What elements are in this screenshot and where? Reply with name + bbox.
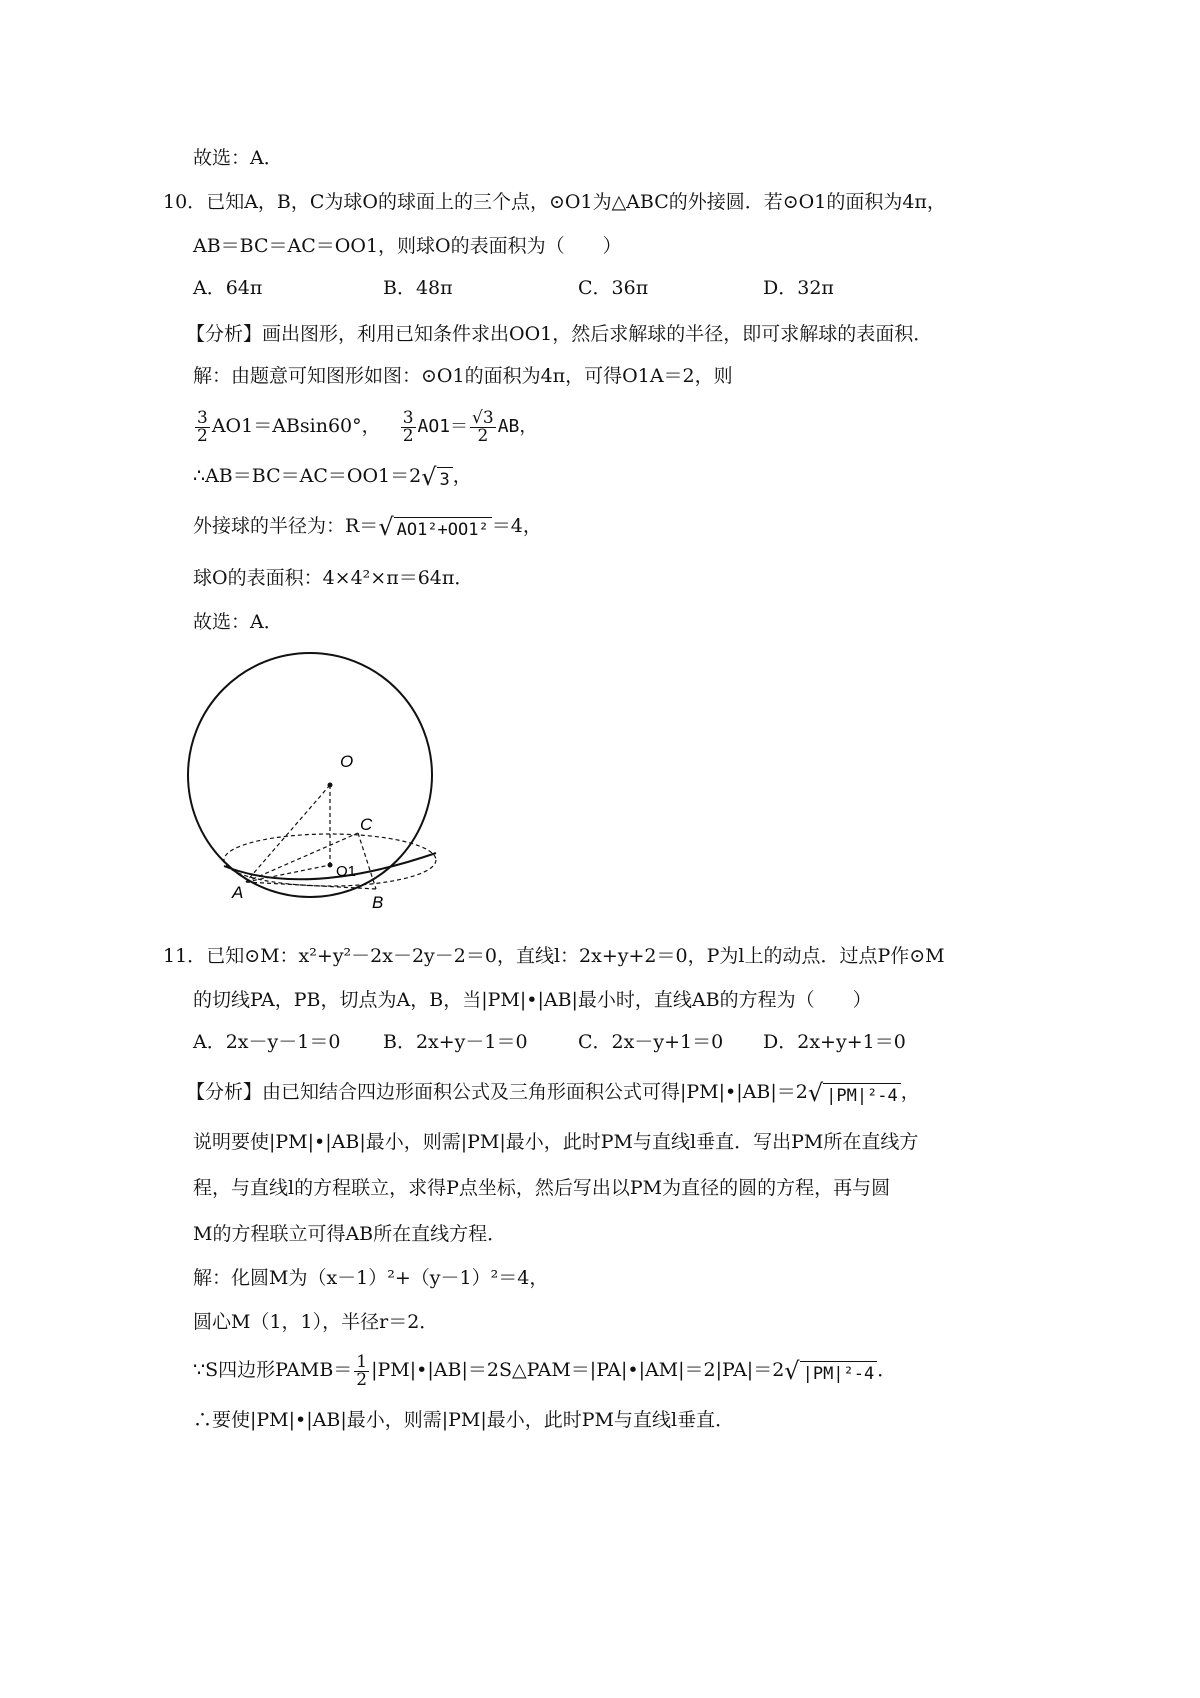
eq1b-right-denominator: 2 [477, 425, 489, 446]
q11-stem-line1 [163, 944, 945, 968]
q11-stem-text1: 已知⊙M：x²+y²－2x－2y－2＝0，直线l：2x+y+2＝0，P为l上的动点．过点P作⊙M [206, 945, 945, 967]
eq2-radical [421, 465, 453, 489]
because-prefix: ∵S四边形PAMB＝ [193, 1359, 353, 1381]
because-fraction [354, 1351, 369, 1390]
radius-prefix: 外接球的半径为：R＝ [193, 515, 379, 537]
radius-suffix: ＝4， [491, 515, 542, 537]
q10-solution-intro: 解：由题意可知图形如图：⊙O1的面积为4π，可得O1A＝2，则 [193, 365, 733, 387]
q11-option-b: B．2x+y－1＝0 [383, 1031, 528, 1053]
q10-option-d: D．32π [763, 277, 834, 299]
q11-analysis-line4: M的方程联立可得AB所在直线方程． [193, 1223, 507, 1245]
sqrt-icon: √ [784, 1357, 800, 1385]
q11-analysis-line3: 程，与直线l的方程联立，求得P点坐标，然后写出以PM为直径的圆的方程，再与圆 [193, 1177, 891, 1199]
q10-analysis: 【分析】画出图形，利用已知条件求出OO1，然后求解球的半径，即可求解球的表面积． [186, 323, 933, 345]
q11-stem-line2: 的切线PA，PB，切点为A，B，当|PM|•|AB|最小时，直线AB的方程为（ ） [193, 989, 872, 1011]
q10-equation1 [193, 404, 537, 449]
because-radicand: |PM|²-4 [800, 1361, 878, 1384]
because-denominator: 2 [356, 1369, 368, 1390]
q11-number: 11． [163, 945, 207, 967]
eq1b-numerator: 3 [402, 407, 414, 428]
q11-option-c: C．2x－y+1＝0 [578, 1031, 724, 1053]
point-o1 [328, 863, 333, 868]
eq1-denominator: 2 [197, 425, 208, 446]
q10-option-b: B．48π [383, 277, 453, 299]
eq1-rest: AO1＝ABsin60°， [211, 415, 381, 437]
radius-radical [378, 515, 491, 539]
eq1b-right-numerator: √3 [472, 407, 494, 428]
q10-equation2 [193, 464, 472, 489]
segment-c-b [358, 833, 376, 889]
analysis-radicand: |PM|²-4 [823, 1083, 901, 1106]
q9-answer-line: 故选：A． [193, 147, 283, 169]
q11-analysis-line2: 说明要使|PM|•|AB|最小，则需|PM|最小，此时PM与直线l垂直．写出PM所在直线方 [193, 1131, 919, 1153]
q10-radius-line [193, 514, 542, 539]
because-numerator: 1 [356, 1351, 368, 1372]
q10-stem-text1: 已知A，B，C为球O的球面上的三个点，⊙O1为△ABC的外接圆．若⊙O1的面积为4π， [206, 191, 946, 213]
q11-option-d: D．2x+y+1＝0 [763, 1031, 906, 1053]
eq2-suffix: ， [452, 465, 472, 487]
q10-number: 10． [163, 191, 207, 213]
because-radical [784, 1359, 877, 1383]
because-middle: |PM|•|AB|＝2S△PAM＝|PA|•|AM|＝2|PA|＝2 [371, 1359, 785, 1381]
radius-radicand: AO1²+OO1² [394, 517, 492, 540]
q11-analysis-line1 [186, 1080, 920, 1105]
label-o: O [340, 752, 354, 771]
eq1b-denominator: 2 [402, 425, 414, 446]
q11-conclusion: ∴要使|PM|•|AB|最小，则需|PM|最小，此时PM与直线l垂直． [193, 1409, 735, 1431]
label-a: A [232, 883, 244, 902]
eq2-prefix: ∴AB＝BC＝AC＝OO1＝2 [193, 465, 422, 487]
sqrt-icon: √ [807, 1079, 824, 1107]
label-b: B [372, 893, 384, 912]
eq1b-fraction [401, 407, 416, 446]
point-o [328, 783, 333, 788]
sqrt-icon: √ [378, 513, 394, 541]
q10-answer-line: 故选：A． [193, 611, 283, 633]
q10-stem-line1 [163, 190, 946, 214]
eq1b-tail: AB， [497, 416, 538, 437]
sphere-figure [180, 650, 460, 920]
label-o1: O1 [336, 863, 357, 880]
eq1-fraction [195, 407, 210, 446]
q11-solution-line1: 解：化圆M为（x－1）²+（y－1）²＝4， [193, 1267, 549, 1289]
eq1b-right-fraction [470, 407, 496, 446]
eq2-radicand: 3 [437, 467, 453, 490]
q11-solution-line2: 圆心M（1，1），半径r＝2． [193, 1311, 439, 1333]
q11-because-line [193, 1348, 896, 1392]
because-suffix: ． [877, 1359, 897, 1381]
label-c: C [360, 815, 373, 834]
analysis-suffix: ， [900, 1081, 920, 1103]
sqrt-icon: √ [421, 463, 437, 491]
q10-stem-line2: AB＝BC＝AC＝OO1，则球O的表面积为（ ） [193, 235, 622, 257]
q10-option-c: C．36π [578, 277, 649, 299]
eq1-numerator: 3 [197, 407, 208, 428]
q10-option-a: A．64π [193, 277, 263, 299]
q11-option-a: A．2x－y－1＝0 [193, 1031, 341, 1053]
eq1b-middle: AO1＝ [417, 416, 469, 437]
analysis-radical [808, 1081, 901, 1105]
q10-surface-area: 球O的表面积：4×4²×π＝64π． [193, 567, 474, 589]
analysis-prefix: 【分析】由已知结合四边形面积公式及三角形面积公式可得|PM|•|AB|＝2 [186, 1081, 808, 1103]
